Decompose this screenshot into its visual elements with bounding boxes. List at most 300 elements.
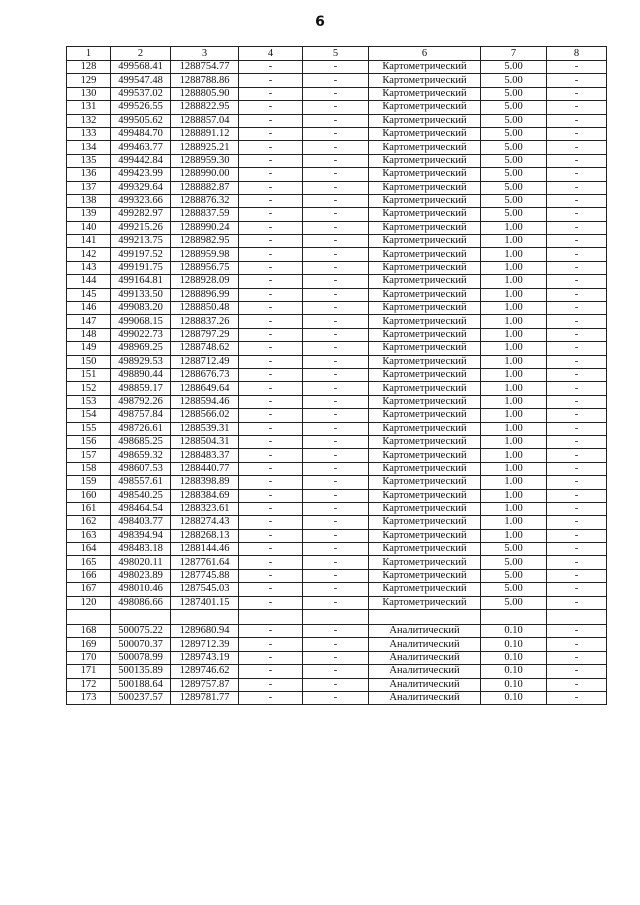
x-coordinate-cell: 499068.15	[111, 315, 171, 328]
col5-cell: -	[303, 462, 369, 475]
point-number-cell: 170	[67, 651, 111, 664]
point-number-cell: 152	[67, 382, 111, 395]
method-cell: Картометрический	[369, 449, 481, 462]
col5-cell: -	[303, 569, 369, 582]
method-cell: Картометрический	[369, 127, 481, 140]
col4-cell: -	[239, 462, 303, 475]
y-coordinate-cell: 1289712.39	[171, 638, 239, 651]
method-cell: Картометрический	[369, 476, 481, 489]
table-row	[67, 235, 607, 248]
empty-cell	[547, 610, 607, 625]
col4-cell: -	[239, 516, 303, 529]
method-cell: Картометрический	[369, 489, 481, 502]
method-cell: Картометрический	[369, 342, 481, 355]
y-coordinate-cell: 1288483.37	[171, 449, 239, 462]
accuracy-cell: 5.00	[481, 114, 547, 127]
col8-cell: -	[547, 382, 607, 395]
col8-cell: -	[547, 288, 607, 301]
column-header: 2	[111, 47, 171, 61]
y-coordinate-cell: 1289757.87	[171, 678, 239, 691]
point-number-cell: 165	[67, 556, 111, 569]
empty-cell	[171, 610, 239, 625]
col4-cell: -	[239, 101, 303, 114]
y-coordinate-cell: 1288594.46	[171, 395, 239, 408]
col4-cell: -	[239, 342, 303, 355]
empty-cell	[111, 610, 171, 625]
table-row	[67, 328, 607, 341]
col8-cell: -	[547, 449, 607, 462]
col4-cell: -	[239, 275, 303, 288]
col4-cell: -	[239, 476, 303, 489]
accuracy-cell: 1.00	[481, 248, 547, 261]
col4-cell: -	[239, 583, 303, 596]
point-number-cell: 139	[67, 208, 111, 221]
accuracy-cell: 5.00	[481, 583, 547, 596]
method-cell: Картометрический	[369, 141, 481, 154]
accuracy-cell: 1.00	[481, 462, 547, 475]
y-coordinate-cell: 1288956.75	[171, 261, 239, 274]
col8-cell: -	[547, 221, 607, 234]
y-coordinate-cell: 1288928.09	[171, 275, 239, 288]
x-coordinate-cell: 499323.66	[111, 194, 171, 207]
y-coordinate-cell: 1288805.90	[171, 87, 239, 100]
col4-cell: -	[239, 422, 303, 435]
accuracy-cell: 0.10	[481, 638, 547, 651]
table-header-row	[67, 47, 607, 61]
accuracy-cell: 1.00	[481, 516, 547, 529]
table-row	[67, 74, 607, 87]
table-row	[67, 665, 607, 678]
y-coordinate-cell: 1288274.43	[171, 516, 239, 529]
col5-cell: -	[303, 275, 369, 288]
x-coordinate-cell: 498010.46	[111, 583, 171, 596]
col8-cell: -	[547, 61, 607, 74]
accuracy-cell: 1.00	[481, 342, 547, 355]
col4-cell: -	[239, 543, 303, 556]
col8-cell: -	[547, 678, 607, 691]
section-gap-row	[67, 610, 607, 625]
table-row	[67, 127, 607, 140]
table-row	[67, 476, 607, 489]
table-row	[67, 194, 607, 207]
col8-cell: -	[547, 543, 607, 556]
accuracy-cell: 1.00	[481, 409, 547, 422]
point-number-cell: 154	[67, 409, 111, 422]
table-row	[67, 449, 607, 462]
col8-cell: -	[547, 435, 607, 448]
col5-cell: -	[303, 691, 369, 704]
x-coordinate-cell: 499484.70	[111, 127, 171, 140]
table-row	[67, 395, 607, 408]
col4-cell: -	[239, 489, 303, 502]
col5-cell: -	[303, 476, 369, 489]
col8-cell: -	[547, 127, 607, 140]
y-coordinate-cell: 1288384.69	[171, 489, 239, 502]
x-coordinate-cell: 498859.17	[111, 382, 171, 395]
method-cell: Аналитический	[369, 678, 481, 691]
y-coordinate-cell: 1287545.03	[171, 583, 239, 596]
x-coordinate-cell: 500188.64	[111, 678, 171, 691]
y-coordinate-cell: 1288566.02	[171, 409, 239, 422]
method-cell: Картометрический	[369, 261, 481, 274]
col5-cell: -	[303, 261, 369, 274]
method-cell: Картометрический	[369, 529, 481, 542]
col4-cell: -	[239, 691, 303, 704]
col8-cell: -	[547, 302, 607, 315]
table-row	[67, 583, 607, 596]
y-coordinate-cell: 1288882.87	[171, 181, 239, 194]
x-coordinate-cell: 500075.22	[111, 625, 171, 638]
point-number-cell: 141	[67, 235, 111, 248]
accuracy-cell: 1.00	[481, 261, 547, 274]
x-coordinate-cell: 499215.26	[111, 221, 171, 234]
method-cell: Картометрический	[369, 422, 481, 435]
accuracy-cell: 1.00	[481, 235, 547, 248]
x-coordinate-cell: 498726.61	[111, 422, 171, 435]
x-coordinate-cell: 499282.97	[111, 208, 171, 221]
accuracy-cell: 1.00	[481, 328, 547, 341]
method-cell: Картометрический	[369, 248, 481, 261]
x-coordinate-cell: 500237.57	[111, 691, 171, 704]
col4-cell: -	[239, 154, 303, 167]
col4-cell: -	[239, 302, 303, 315]
point-number-cell: 149	[67, 342, 111, 355]
accuracy-cell: 1.00	[481, 489, 547, 502]
col4-cell: -	[239, 382, 303, 395]
x-coordinate-cell: 498020.11	[111, 556, 171, 569]
table-row	[67, 168, 607, 181]
y-coordinate-cell: 1288850.48	[171, 302, 239, 315]
method-cell: Картометрический	[369, 101, 481, 114]
accuracy-cell: 0.10	[481, 651, 547, 664]
col8-cell: -	[547, 208, 607, 221]
col5-cell: -	[303, 543, 369, 556]
col8-cell: -	[547, 355, 607, 368]
col4-cell: -	[239, 665, 303, 678]
x-coordinate-cell: 498685.25	[111, 435, 171, 448]
accuracy-cell: 1.00	[481, 449, 547, 462]
column-header: 5	[303, 47, 369, 61]
col4-cell: -	[239, 435, 303, 448]
point-number-cell: 161	[67, 502, 111, 515]
x-coordinate-cell: 498792.26	[111, 395, 171, 408]
method-cell: Картометрический	[369, 275, 481, 288]
table-row	[67, 529, 607, 542]
y-coordinate-cell: 1288876.32	[171, 194, 239, 207]
col8-cell: -	[547, 569, 607, 582]
method-cell: Картометрический	[369, 208, 481, 221]
method-cell: Картометрический	[369, 328, 481, 341]
col8-cell: -	[547, 261, 607, 274]
table-row	[67, 248, 607, 261]
method-cell: Картометрический	[369, 87, 481, 100]
table-row	[67, 181, 607, 194]
table-row	[67, 502, 607, 515]
accuracy-cell: 5.00	[481, 127, 547, 140]
x-coordinate-cell: 499537.02	[111, 87, 171, 100]
point-number-cell: 164	[67, 543, 111, 556]
accuracy-cell: 1.00	[481, 368, 547, 381]
method-cell: Картометрический	[369, 596, 481, 609]
x-coordinate-cell: 498929.53	[111, 355, 171, 368]
col5-cell: -	[303, 489, 369, 502]
point-number-cell: 140	[67, 221, 111, 234]
x-coordinate-cell: 499164.81	[111, 275, 171, 288]
col8-cell: -	[547, 275, 607, 288]
table-row	[67, 114, 607, 127]
col5-cell: -	[303, 141, 369, 154]
table-row	[67, 435, 607, 448]
x-coordinate-cell: 498403.77	[111, 516, 171, 529]
y-coordinate-cell: 1289746.62	[171, 665, 239, 678]
table-row	[67, 543, 607, 556]
col5-cell: -	[303, 302, 369, 315]
col4-cell: -	[239, 625, 303, 638]
col4-cell: -	[239, 368, 303, 381]
accuracy-cell: 1.00	[481, 302, 547, 315]
col8-cell: -	[547, 168, 607, 181]
col8-cell: -	[547, 114, 607, 127]
method-cell: Картометрический	[369, 315, 481, 328]
col5-cell: -	[303, 422, 369, 435]
col4-cell: -	[239, 502, 303, 515]
col5-cell: -	[303, 114, 369, 127]
x-coordinate-cell: 499213.75	[111, 235, 171, 248]
x-coordinate-cell: 498607.53	[111, 462, 171, 475]
y-coordinate-cell: 1288539.31	[171, 422, 239, 435]
col5-cell: -	[303, 449, 369, 462]
accuracy-cell: 1.00	[481, 315, 547, 328]
point-number-cell: 167	[67, 583, 111, 596]
y-coordinate-cell: 1288959.30	[171, 154, 239, 167]
col5-cell: -	[303, 194, 369, 207]
method-cell: Картометрический	[369, 61, 481, 74]
y-coordinate-cell: 1288440.77	[171, 462, 239, 475]
point-number-cell: 145	[67, 288, 111, 301]
col5-cell: -	[303, 101, 369, 114]
y-coordinate-cell: 1288144.46	[171, 543, 239, 556]
accuracy-cell: 5.00	[481, 556, 547, 569]
method-cell: Картометрический	[369, 382, 481, 395]
table-row	[67, 368, 607, 381]
method-cell: Картометрический	[369, 74, 481, 87]
col8-cell: -	[547, 462, 607, 475]
accuracy-cell: 5.00	[481, 141, 547, 154]
table-row	[67, 302, 607, 315]
y-coordinate-cell: 1287761.64	[171, 556, 239, 569]
point-number-cell: 142	[67, 248, 111, 261]
table-row	[67, 489, 607, 502]
table-row	[67, 208, 607, 221]
y-coordinate-cell: 1288754.77	[171, 61, 239, 74]
table-row	[67, 355, 607, 368]
method-cell: Картометрический	[369, 194, 481, 207]
accuracy-cell: 1.00	[481, 395, 547, 408]
table-row	[67, 569, 607, 582]
col4-cell: -	[239, 74, 303, 87]
col4-cell: -	[239, 556, 303, 569]
empty-cell	[481, 610, 547, 625]
x-coordinate-cell: 499526.55	[111, 101, 171, 114]
coordinates-table	[66, 46, 607, 705]
col5-cell: -	[303, 315, 369, 328]
y-coordinate-cell: 1288649.64	[171, 382, 239, 395]
point-number-cell: 144	[67, 275, 111, 288]
accuracy-cell: 5.00	[481, 596, 547, 609]
y-coordinate-cell: 1288323.61	[171, 502, 239, 515]
y-coordinate-cell: 1288857.04	[171, 114, 239, 127]
col8-cell: -	[547, 194, 607, 207]
col5-cell: -	[303, 154, 369, 167]
point-number-cell: 160	[67, 489, 111, 502]
accuracy-cell: 5.00	[481, 61, 547, 74]
col4-cell: -	[239, 449, 303, 462]
table-row	[67, 275, 607, 288]
col4-cell: -	[239, 181, 303, 194]
accuracy-cell: 5.00	[481, 543, 547, 556]
column-header: 4	[239, 47, 303, 61]
point-number-cell: 148	[67, 328, 111, 341]
y-coordinate-cell: 1288959.98	[171, 248, 239, 261]
point-number-cell: 129	[67, 74, 111, 87]
point-number-cell: 143	[67, 261, 111, 274]
method-cell: Аналитический	[369, 665, 481, 678]
accuracy-cell: 1.00	[481, 221, 547, 234]
point-number-cell: 171	[67, 665, 111, 678]
y-coordinate-cell: 1288982.95	[171, 235, 239, 248]
table-row	[67, 261, 607, 274]
x-coordinate-cell: 498890.44	[111, 368, 171, 381]
y-coordinate-cell: 1288504.31	[171, 435, 239, 448]
empty-cell	[67, 610, 111, 625]
col8-cell: -	[547, 87, 607, 100]
y-coordinate-cell: 1288990.00	[171, 168, 239, 181]
table-row	[67, 87, 607, 100]
accuracy-cell: 1.00	[481, 476, 547, 489]
table-row	[67, 462, 607, 475]
col8-cell: -	[547, 154, 607, 167]
point-number-cell: 135	[67, 154, 111, 167]
y-coordinate-cell: 1288676.73	[171, 368, 239, 381]
method-cell: Картометрический	[369, 114, 481, 127]
col4-cell: -	[239, 288, 303, 301]
y-coordinate-cell: 1287745.88	[171, 569, 239, 582]
accuracy-cell: 1.00	[481, 435, 547, 448]
col8-cell: -	[547, 556, 607, 569]
x-coordinate-cell: 500135.89	[111, 665, 171, 678]
col5-cell: -	[303, 625, 369, 638]
x-coordinate-cell: 499083.20	[111, 302, 171, 315]
column-header: 6	[369, 47, 481, 61]
method-cell: Картометрический	[369, 288, 481, 301]
col8-cell: -	[547, 476, 607, 489]
accuracy-cell: 1.00	[481, 382, 547, 395]
table-row	[67, 596, 607, 609]
y-coordinate-cell: 1288712.49	[171, 355, 239, 368]
y-coordinate-cell: 1288398.89	[171, 476, 239, 489]
col5-cell: -	[303, 638, 369, 651]
point-number-cell: 147	[67, 315, 111, 328]
point-number-cell: 120	[67, 596, 111, 609]
col4-cell: -	[239, 87, 303, 100]
col4-cell: -	[239, 315, 303, 328]
accuracy-cell: 1.00	[481, 422, 547, 435]
col4-cell: -	[239, 141, 303, 154]
method-cell: Картометрический	[369, 355, 481, 368]
col4-cell: -	[239, 194, 303, 207]
col8-cell: -	[547, 422, 607, 435]
method-cell: Аналитический	[369, 638, 481, 651]
x-coordinate-cell: 498464.54	[111, 502, 171, 515]
accuracy-cell: 0.10	[481, 678, 547, 691]
point-number-cell: 158	[67, 462, 111, 475]
y-coordinate-cell: 1288748.62	[171, 342, 239, 355]
x-coordinate-cell: 499022.73	[111, 328, 171, 341]
point-number-cell: 150	[67, 355, 111, 368]
col5-cell: -	[303, 529, 369, 542]
x-coordinate-cell: 498969.25	[111, 342, 171, 355]
col4-cell: -	[239, 638, 303, 651]
point-number-cell: 163	[67, 529, 111, 542]
col4-cell: -	[239, 328, 303, 341]
x-coordinate-cell: 499442.84	[111, 154, 171, 167]
point-number-cell: 169	[67, 638, 111, 651]
col8-cell: -	[547, 328, 607, 341]
table-row	[67, 288, 607, 301]
method-cell: Картометрический	[369, 302, 481, 315]
col4-cell: -	[239, 168, 303, 181]
method-cell: Картометрический	[369, 583, 481, 596]
col5-cell: -	[303, 368, 369, 381]
table-row	[67, 691, 607, 704]
column-header: 3	[171, 47, 239, 61]
point-number-cell: 155	[67, 422, 111, 435]
table-row	[67, 342, 607, 355]
col8-cell: -	[547, 529, 607, 542]
accuracy-cell: 5.00	[481, 154, 547, 167]
method-cell: Картометрический	[369, 516, 481, 529]
point-number-cell: 146	[67, 302, 111, 315]
accuracy-cell: 1.00	[481, 288, 547, 301]
col8-cell: -	[547, 141, 607, 154]
table-row	[67, 516, 607, 529]
method-cell: Картометрический	[369, 154, 481, 167]
col5-cell: -	[303, 556, 369, 569]
x-coordinate-cell: 498540.25	[111, 489, 171, 502]
x-coordinate-cell: 498757.84	[111, 409, 171, 422]
col4-cell: -	[239, 651, 303, 664]
col8-cell: -	[547, 625, 607, 638]
table-row	[67, 154, 607, 167]
method-cell: Картометрический	[369, 556, 481, 569]
col8-cell: -	[547, 395, 607, 408]
point-number-cell: 128	[67, 61, 111, 74]
method-cell: Картометрический	[369, 168, 481, 181]
col5-cell: -	[303, 221, 369, 234]
col4-cell: -	[239, 221, 303, 234]
col8-cell: -	[547, 665, 607, 678]
point-number-cell: 153	[67, 395, 111, 408]
accuracy-cell: 0.10	[481, 691, 547, 704]
col4-cell: -	[239, 261, 303, 274]
column-header: 8	[547, 47, 607, 61]
accuracy-cell: 0.10	[481, 625, 547, 638]
x-coordinate-cell: 499329.64	[111, 181, 171, 194]
col8-cell: -	[547, 181, 607, 194]
method-cell: Картометрический	[369, 221, 481, 234]
accuracy-cell: 5.00	[481, 74, 547, 87]
point-number-cell: 137	[67, 181, 111, 194]
